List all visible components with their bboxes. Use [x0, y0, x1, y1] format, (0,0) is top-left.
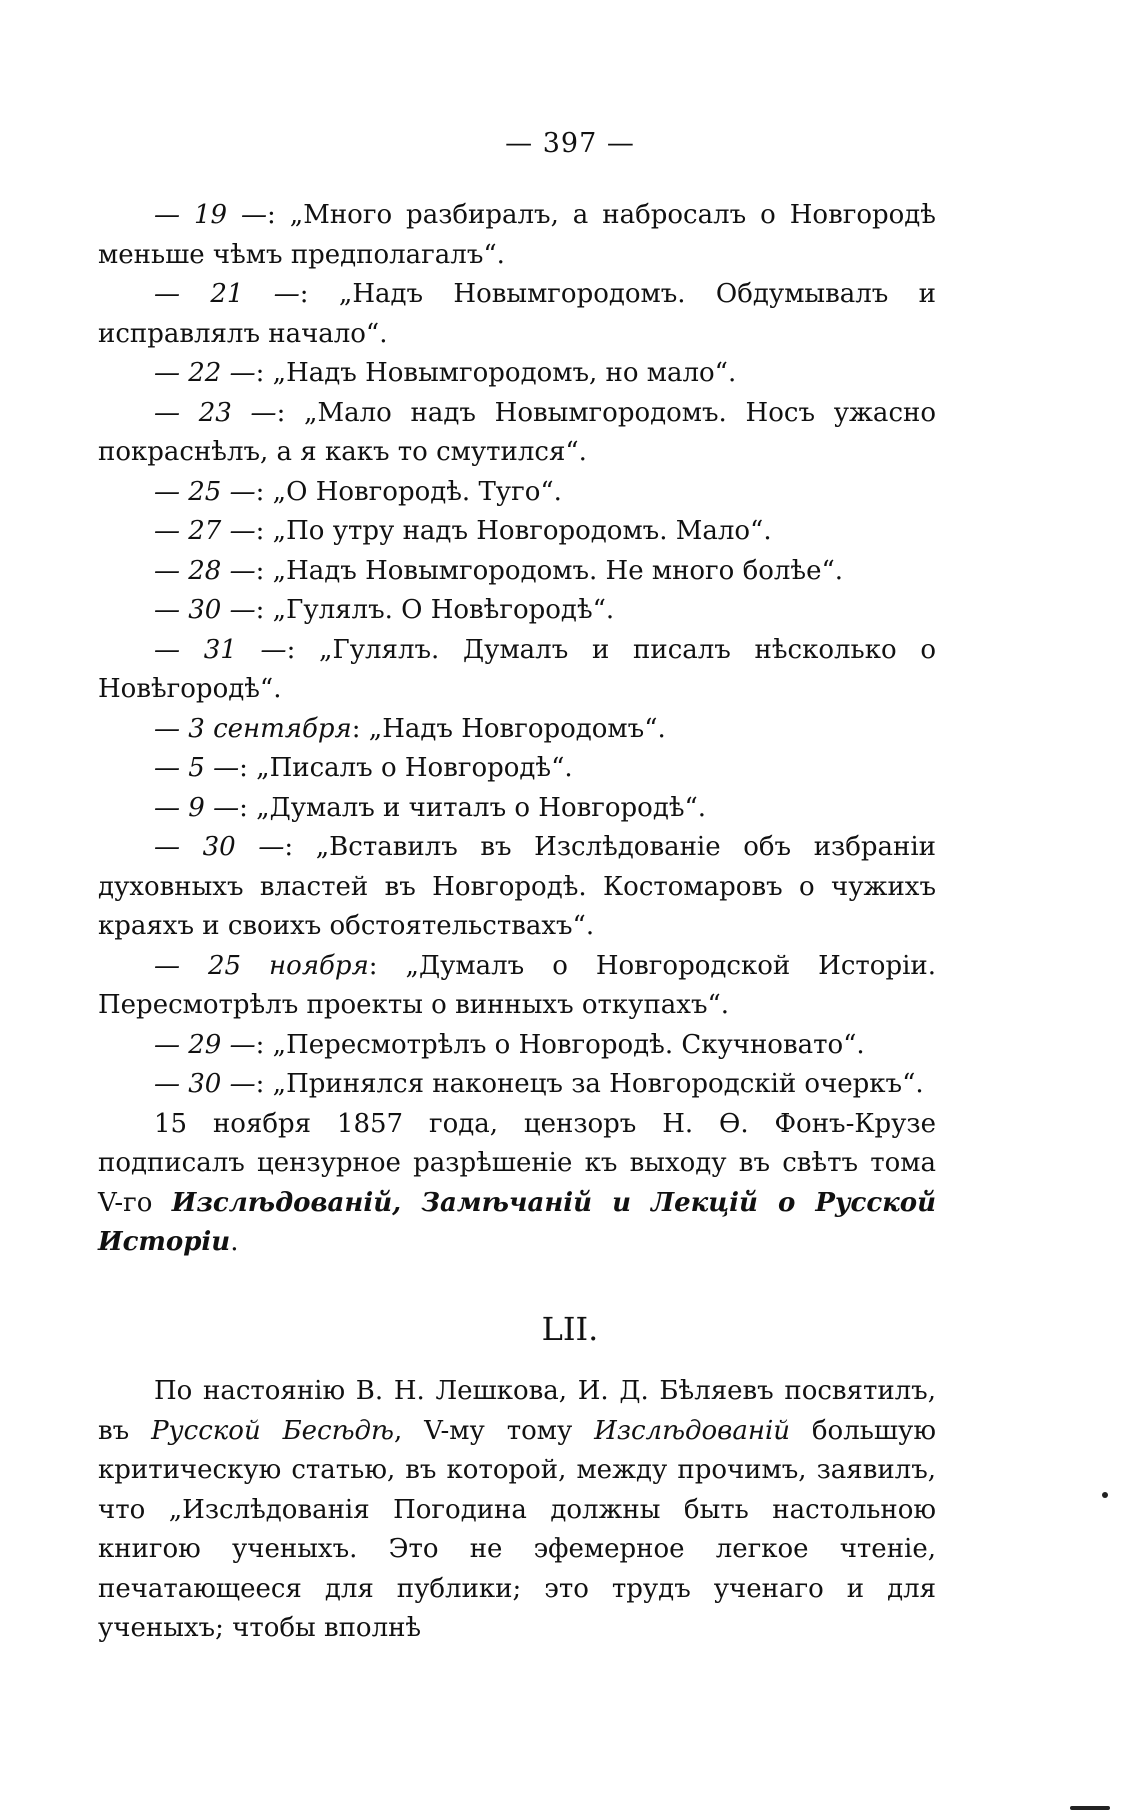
diary-entry — [98, 512, 936, 552]
censor-text: 15 ноября 1857 года, цензоръ Н. Ѳ. Фонъ-Крузе подписалъ цензурное разрѣшеніе къ выходу въ свѣтъ тома V-го — [98, 1108, 936, 1218]
diary-entry — [98, 828, 936, 947]
entry-text: : „Принялся наконецъ за Новгородскій очеркъ“. — [255, 1069, 924, 1099]
page-number: — 397 — — [505, 128, 635, 159]
entry-text: : „Думалъ и читалъ о Новгородѣ“. — [239, 792, 707, 823]
diary-entry — [98, 789, 936, 829]
entry-text: : „Надъ Новымгородомъ. Обдумывалъ и исправлялъ начало“. — [98, 279, 936, 349]
diary-entry — [98, 710, 936, 750]
journal-title: Русской Бесѣдѣ — [151, 1415, 394, 1446]
entry-date: — 25 ноября — [154, 950, 369, 981]
entry-date: — 30 — — [154, 1069, 256, 1099]
diary-entry — [98, 1026, 936, 1066]
diary-entry — [98, 394, 936, 473]
entry-date: — 30 — — [154, 595, 256, 625]
entry-date: — 9 — — [154, 792, 240, 823]
entry-date: — 23 — — [154, 397, 277, 428]
diary-entry — [98, 631, 936, 710]
entry-date: — 31 — — [154, 634, 287, 665]
diary-entry — [98, 275, 936, 354]
ink-speck — [1070, 1806, 1110, 1810]
paragraph-text-2: , V-му тому — [393, 1415, 595, 1446]
diary-entry — [98, 947, 936, 1026]
entry-text: : „Вставилъ въ Изслѣдованіе объ избраніи духовныхъ властей въ Новгородѣ. Костомаровъ о чужихъ краяхъ и своихъ обстоятельствахъ“. — [98, 832, 936, 941]
section-heading: LII. — [541, 1310, 599, 1348]
entry-text: : „Надъ Новымгородомъ, но мало“. — [255, 358, 737, 388]
entry-date: — 5 — — [154, 753, 240, 783]
entry-text: : „По утру надъ Новгородомъ. Мало“. — [255, 516, 772, 546]
entry-date: — 25 — — [154, 476, 256, 507]
section-body — [98, 1372, 936, 1649]
entry-text: : „Гулялъ. Думалъ и писалъ нѣсколько о Новѣгородѣ“. — [98, 634, 936, 704]
diary-entry — [98, 591, 936, 631]
diary-entry — [98, 1065, 936, 1105]
entry-date: — 19 — — [154, 200, 268, 230]
entry-text: : „Мало надъ Новымгородомъ. Носъ ужасно покраснѣлъ, а я какъ то смутился“. — [98, 397, 936, 467]
entry-date: — 27 — — [154, 516, 256, 546]
diary-entry — [98, 552, 936, 592]
entry-text: : „Писалъ о Новгородѣ“. — [239, 753, 573, 783]
diary-entry — [98, 196, 936, 275]
entry-text: : „Много разбиралъ, а набросалъ о Новгородѣ меньше чѣмъ предполагалъ“. — [98, 200, 936, 270]
entry-date: — 22 — — [154, 358, 256, 388]
entry-date: — 30 — — [154, 832, 285, 862]
entry-date: — 29 — — [154, 1029, 256, 1060]
diary-entry — [98, 354, 936, 394]
ink-speck — [1102, 1492, 1108, 1498]
entry-date: — 3 сентября — [154, 713, 352, 744]
diary-entry — [98, 749, 936, 789]
censor-paragraph — [98, 1105, 936, 1263]
entry-text: : „Надъ Новымгородомъ. Не много болѣе“. — [255, 555, 844, 586]
entry-date: — 21 — — [154, 279, 300, 309]
paragraph-text-3: большую критическую статью, въ которой, между прочимъ, заявилъ, что „Изслѣдованія Погодина должны быть настольною книгою ученыхъ. Это не эфемерное легкое чтеніе, печатающееся для публики; это трудъ ученаго и для ученыхъ; чтобы вполнѣ — [98, 1415, 936, 1643]
paragraph-text-1: По настоянію В. Н. Лешкова, И. Д. Бѣляевъ посвятилъ, въ — [98, 1376, 936, 1446]
entry-text: : „Надъ Новгородомъ“. — [351, 713, 666, 744]
entry-text: : „Пересмотрѣлъ о Новгородѣ. Скучновато“. — [255, 1029, 865, 1060]
diary-entry — [98, 473, 936, 513]
volume-title: Изслѣдованій, Замѣчаній и Лекцій о Русской Исторіи — [98, 1187, 937, 1257]
work-title: Изслѣдованій — [594, 1415, 791, 1446]
entry-text: : „Думалъ о Новгородской Исторіи. Пересмотрѣлъ проекты о винныхъ откупахъ“. — [98, 950, 936, 1020]
entry-text: : „О Новгородѣ. Туго“. — [255, 476, 562, 507]
censor-end: . — [230, 1227, 239, 1257]
section-paragraph — [98, 1372, 936, 1649]
entry-date: — 28 — — [154, 555, 256, 586]
diary-entries — [98, 196, 936, 1263]
entry-text: : „Гулялъ. О Новѣгородѣ“. — [255, 595, 615, 625]
